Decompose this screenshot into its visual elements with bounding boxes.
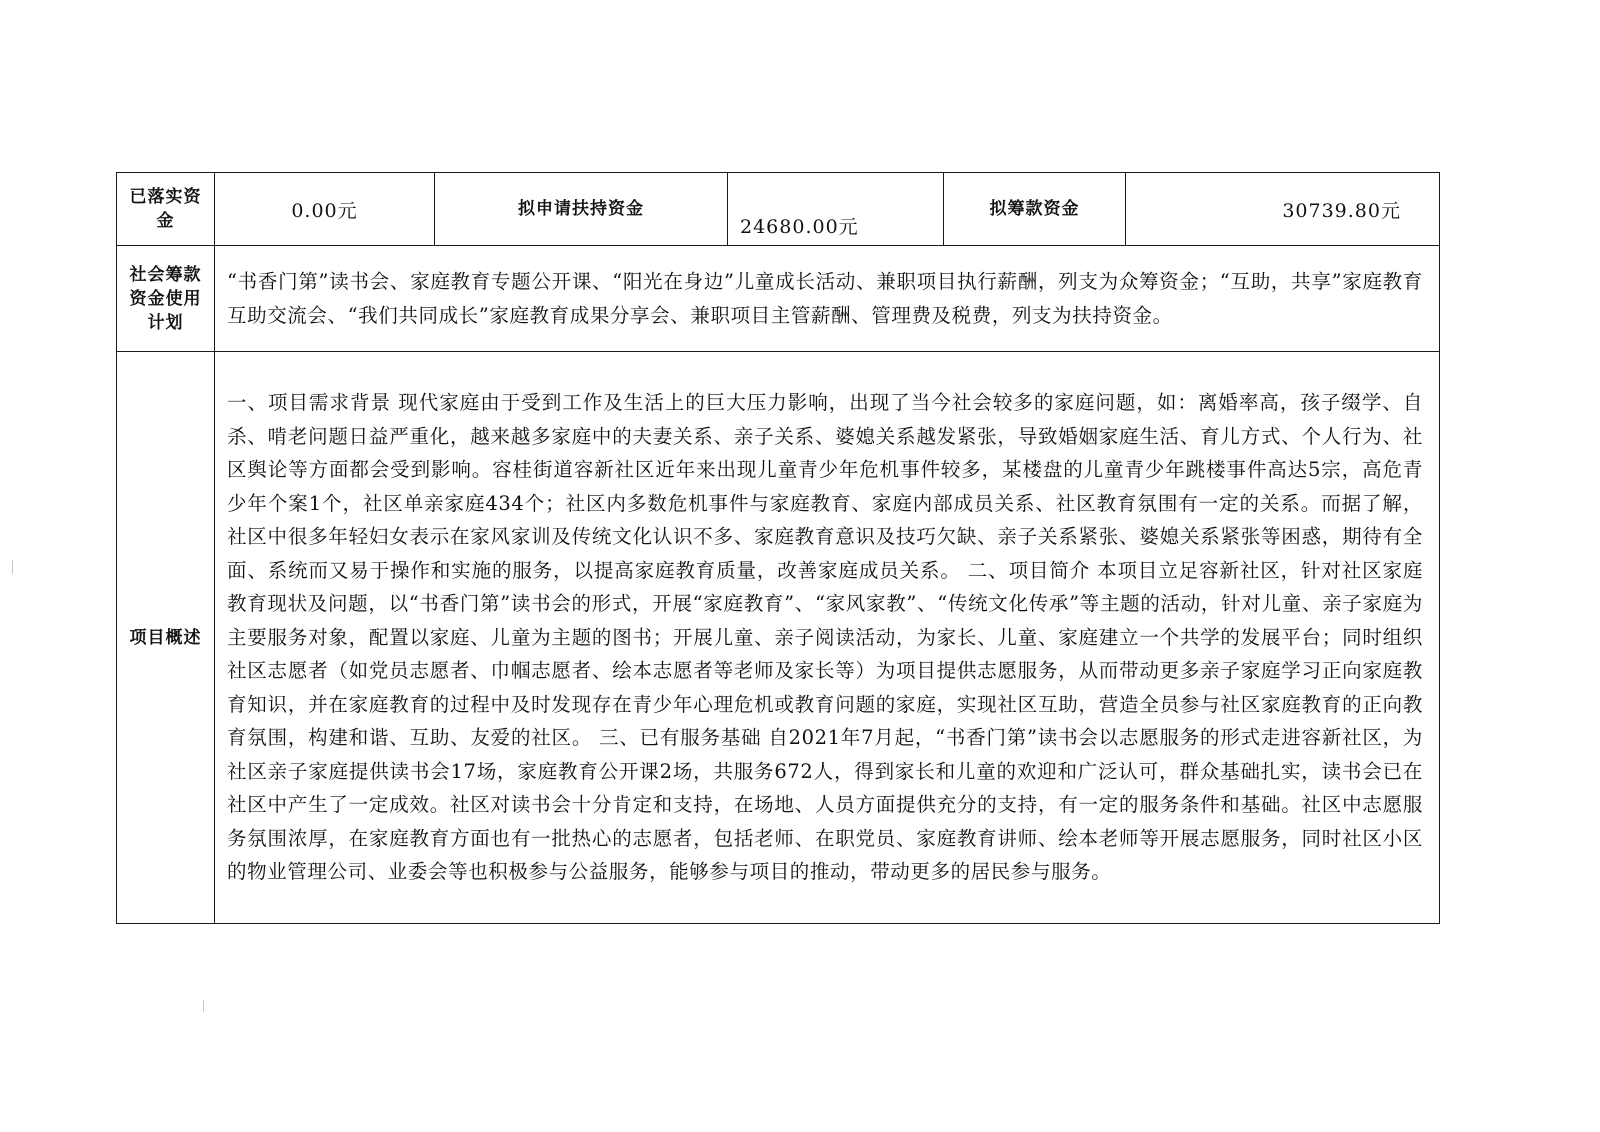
project-info-table [116, 172, 1440, 924]
support-funds-label: 拟申请扶持资金 [435, 173, 728, 246]
funds-secured-value: 0.00元 [215, 173, 435, 246]
project-overview-label: 项目概述 [117, 352, 215, 924]
funds-secured-label: 已落实资金 [117, 173, 215, 246]
raised-funds-value: 30739.80元 [1126, 173, 1440, 246]
scan-mark-bottom [203, 1000, 204, 1012]
support-funds-value: 24680.00元 [728, 173, 944, 246]
project-overview-row [117, 352, 1440, 924]
funds-usage-label: 社会筹款资金使用计划 [117, 246, 215, 352]
funds-usage-text: “书香门第”读书会、家庭教育专题公开课、“阳光在身边”儿童成长活动、兼职项目执行薪酬，列支为众筹资金；“互助，共享”家庭教育互助交流会、“我们共同成长”家庭教育成果分享会、兼职项目主管薪酬、管理费及税费，列支为扶持资金。 [215, 246, 1440, 352]
scan-mark-left [12, 560, 13, 574]
raised-funds-label: 拟筹款资金 [944, 173, 1126, 246]
project-overview-text: 一、项目需求背景 现代家庭由于受到工作及生活上的巨大压力影响，出现了当今社会较多的家庭问题，如：离婚率高，孩子缀学、自杀、啃老问题日益严重化，越来越多家庭中的夫妻关系、亲子关系、婆媳关系越发紧张，导致婚姻家庭生活、育儿方式、个人行为、社区舆论等方面都会受到影响。容桂街道容新社区近年来出现儿童青少年危机事件较多，某楼盘的儿童青少年跳楼事件高达5宗，高危青少年个案1个，社区单亲家庭434个；社区内多数危机事件与家庭教育、家庭内部成员关系、社区教育氛围有一定的关系。而据了解，社区中很多年轻妇女表示在家风家训及传统文化认识不多、家庭教育意识及技巧欠缺、亲子关系紧张、婆媳关系紧张等困惑，期待有全面、系统而又易于操作和实施的服务，以提高家庭教育质量，改善家庭成员关系。 二、项目简介 本项目立足容新社区，针对社区家庭教育现状及问题，以“书香门第”读书会的形式，开展“家庭教育”、“家风家教”、“传统文化传承”等主题的活动，针对儿童、亲子家庭为主要服务对象，配置以家庭、儿童为主题的图书；开展儿童、亲子阅读活动，为家长、儿童、家庭建立一个共学的发展平台；同时组织社区志愿者（如党员志愿者、巾帼志愿者、绘本志愿者等老师及家长等）为项目提供志愿服务，从而带动更多亲子家庭学习正向家庭教育知识，并在家庭教育的过程中及时发现存在青少年心理危机或教育问题的家庭，实现社区互助，营造全员参与社区家庭教育的正向教育氛围，构建和谐、互助、友爱的社区。 三、已有服务基础 自2021年7月起，“书香门第”读书会以志愿服务的形式走进容新社区，为社区亲子家庭提供读书会17场，家庭教育公开课2场，共服务672人，得到家长和儿童的欢迎和广泛认可，群众基础扎实，读书会已在社区中产生了一定成效。社区对读书会十分肯定和支持，在场地、人员方面提供充分的支持，有一定的服务条件和基础。社区中志愿服务氛围浓厚，在家庭教育方面也有一批热心的志愿者，包括老师、在职党员、家庭教育讲师、绘本老师等开展志愿服务，同时社区小区的物业管理公司、业委会等也积极参与公益服务，能够参与项目的推动，带动更多的居民参与服务。 [215, 352, 1440, 924]
funds-usage-row [117, 246, 1440, 352]
funds-row [117, 173, 1440, 246]
